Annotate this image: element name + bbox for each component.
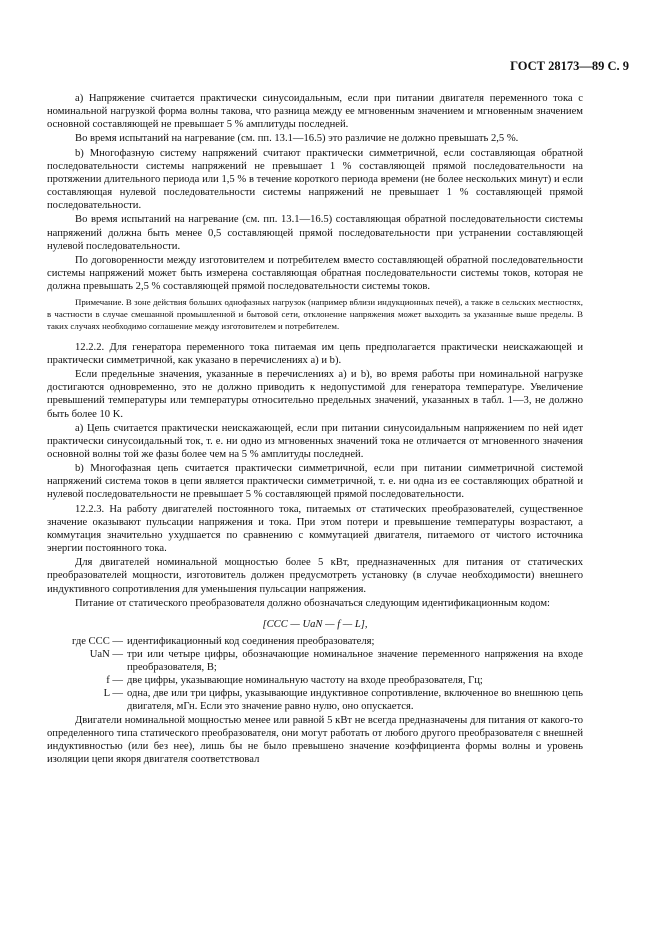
paragraph: Питание от статического преобразователя должно обозначаться следующим идентификационным кодом: bbox=[75, 597, 551, 609]
definition-term: f — bbox=[106, 675, 123, 687]
definition-row bbox=[47, 687, 583, 713]
paragraph: 12.2.2. Для генератора переменного тока питаемая им цепь предполагается практически неискажающей и практически симметричной, как указано в перечислениях а) и b). bbox=[47, 341, 583, 366]
definition-term: UaN — bbox=[89, 649, 123, 661]
paragraph: Во время испытаний на нагревание (см. пп. 13.1—16.5) это различие не должно превышать 2,5 %. bbox=[75, 133, 519, 145]
definition-desc: идентификационный код соединения преобразователя; bbox=[127, 635, 375, 647]
definition-desc: одна, две или три цифры, указывающие индуктивное сопротивление, включенное во внешнюю цепь двигателя, мГн. Если это значение равно нулю, оно опускается. bbox=[127, 688, 583, 713]
paragraph: Двигатели номинальной мощностью менее или равной 5 кВт не всегда предназначены для питания от какого-то определенного типа статического преобразователя, они могут работать от любого другого преобразователя с внешней индуктивностью (или без нее), лишь бы не было превышено значение коэффициента формы волны и уровень изоляции цепи якоря двигателя соответствовал bbox=[47, 714, 583, 765]
paragraph: a) Напряжение считается практически синусоидальным, если при питании двигателя переменного тока с номинальной нагрузкой форма волны такова, что разница между ее мгновенным значением и мгновенным значением основной составляющей не превышает 5 % амплитуды последней. bbox=[47, 93, 583, 131]
paragraph: b) Многофазную систему напряжений считают практически симметричной, если составляющая обратной последовательности системы напряжений не превышает 1 % составляющей прямой последовательности на протяжении длительного периода или 1,5 % в течение короткого периода времени (не более нескольких минут) и если составляющая нулевой последовательности системы напряжений не превышает 1 % составляющей прямой последовательности. bbox=[47, 147, 583, 212]
identification-formula: [CCC — UaN — f — L], bbox=[262, 618, 368, 630]
definition-term: где CCC — bbox=[72, 635, 123, 647]
definition-row bbox=[47, 648, 583, 674]
page-header: ГОСТ 28173—89 С. 9 bbox=[510, 59, 629, 73]
paragraph: a) Цепь считается практически неискажающей, если при питании синусоидальным напряжением по ней идет практически синусоидальный ток, т. е. ни одно из мгновенных значений тока не отличается от мгновенного значения основной волны той же фазы более чем на 5 % амплитуды последней. bbox=[47, 422, 583, 460]
note: Примечание. В зоне действия больших однофазных нагрузок (например вблизи индукционных печей), а также в сельских местностях, в частности в случае смешанной промышленной и бытовой сети, отклонение напряжения может выходить за указанные выше пределы. В таких случаях необходимо соглашение между изготовителем и потребителем. bbox=[47, 297, 583, 331]
paragraph: Для двигателей номинальной мощностью более 5 кВт, предназначенных для питания от статических преобразователей мощности, изготовитель должен предусмотреть установку (в случае необходимости) внешнего индуктивного сопротивления для уменьшения пульсации напряжения. bbox=[47, 557, 583, 595]
definition-desc: три или четыре цифры, обозначающие номинальное значение переменного напряжения на входе преобразователя, В; bbox=[127, 649, 583, 674]
definition-row bbox=[47, 674, 583, 687]
definitions-list bbox=[47, 635, 583, 714]
paragraph: По договоренности между изготовителем и потребителем вместо составляющей обратной последовательности системы напряжений может быть измерена составляющая обратная последовательности системы токов, которая не должна превышать 2,5 % составляющей прямой последовательности системы токов. bbox=[47, 254, 583, 293]
definition-desc: две цифры, указывающие номинальную частоту на входе преобразователя, Гц; bbox=[127, 675, 483, 687]
definition-row bbox=[47, 635, 583, 648]
document-body bbox=[47, 92, 583, 767]
paragraph: 12.2.3. На работу двигателей постоянного тока, питаемых от статических преобразователей, существенное значение оказывают пульсации напряжения и тока. При этом потери и превышение температуры возрастают, а коммутация значительно ухудшается по сравнению с коммутацией двигателя, питаемого от чистого источника энергии постоянного тока. bbox=[47, 503, 583, 555]
paragraph: Во время испытаний на нагревание (см. пп. 13.1—16.5) составляющая обратной последовательности системы напряжений должна быть менее 0,5 составляющей прямой последовательности при устранении составляющей нулевой последовательности. bbox=[47, 214, 583, 252]
paragraph: b) Многофазная цепь считается практически симметричной, если при питании симметричной системой напряжений система токов в цепи является практически симметричной, т. е. ни одна из ее составляющих обратной и нулевой последовательности не превышает 5 % составляющей прямой последовательности. bbox=[47, 463, 583, 501]
paragraph: Если предельные значения, указанные в перечислениях а) и b), во время работы при номинальной нагрузке достигаются одновременно, это не должно приводить к недопустимой для генератора температуре. Увеличение превышений температуры или температуры относительно предельных значений, указанных в табл. 1—3, не должно быть более 10 K. bbox=[47, 369, 583, 420]
definition-term: L — bbox=[103, 688, 123, 700]
